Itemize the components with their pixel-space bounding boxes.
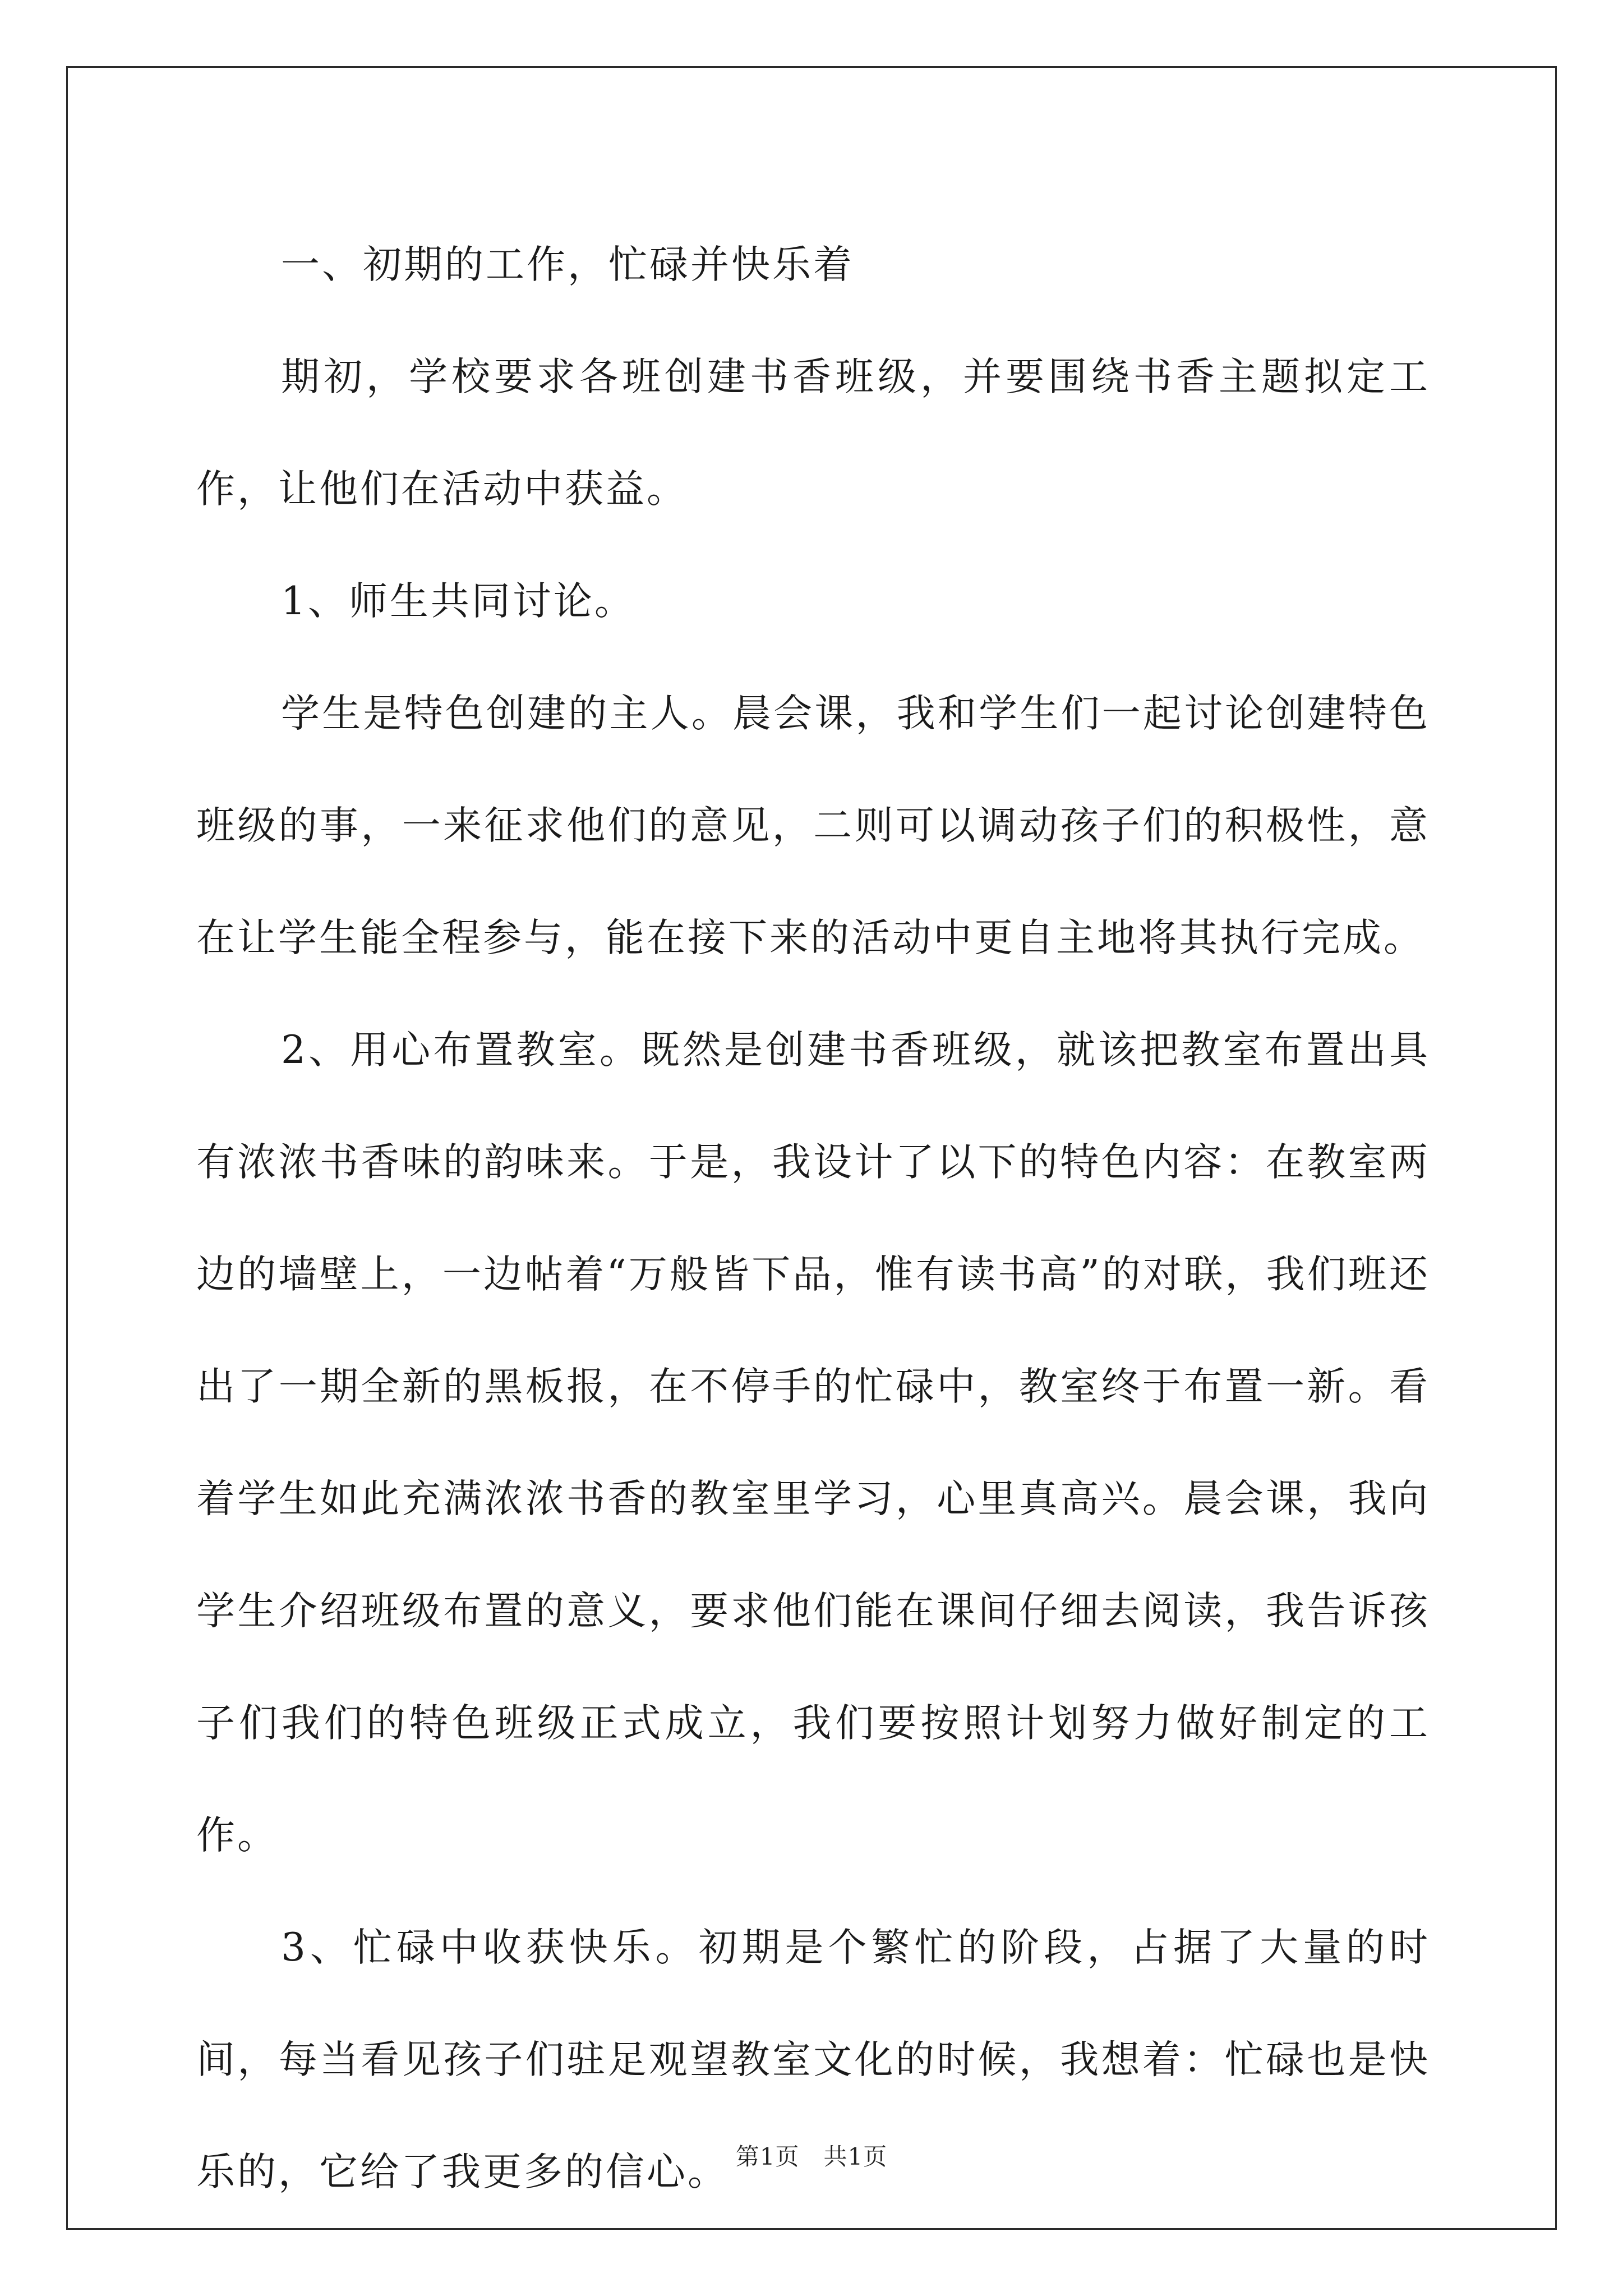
- paragraph: 学生是特色创建的主人。晨会课，我和学生们一起讨论创建特色班级的事，一来征求他们的意见，二则可以调动孩子们的积极性，意在让学生能全程参与，能在接下来的活动中更自主地将其执行完成。: [196, 691, 1430, 960]
- paragraph: 2、用心布置教室。既然是创建书香班级，就该把教室布置出具有浓浓书香味的韵味来。于是，我设计了以下的特色内容：在教室两边的墙壁上，一边帖着“万般皆下品，惟有读书高”的对联，我们班还出了一期全新的黑板报，在不停手的忙碌中，教室终于布置一新。看着学生如此充满浓浓书香的教室里学习，心里真高兴。晨会课，我向学生介绍班级布置的意义，要求他们能在课间仔细去阅读，我告诉孩子们我们的特色班级正式成立，我们要按照计划努力做好制定的工作。: [196, 1028, 1430, 1858]
- document-body: [196, 209, 1430, 2228]
- paragraph: 3、忙碌中收获快乐。初期是个繁忙的阶段，占据了大量的时间，每当看见孩子们驻足观望教室文化的时候，我想着：忙碌也是快乐的，它给了我更多的信心。: [196, 1925, 1430, 2194]
- page-footer: [0, 2138, 1623, 2172]
- page-number: 第1页: [735, 2143, 800, 2170]
- page-total: 共1页: [823, 2143, 888, 2170]
- section-heading: 一、初期的工作，忙碌并快乐着: [281, 242, 854, 287]
- paragraph: 期初，学校要求各班创建书香班级，并要围绕书香主题拟定工作，让他们在活动中获益。: [196, 355, 1430, 512]
- subheading-discussion: 1、师生共同讨论。: [281, 579, 635, 624]
